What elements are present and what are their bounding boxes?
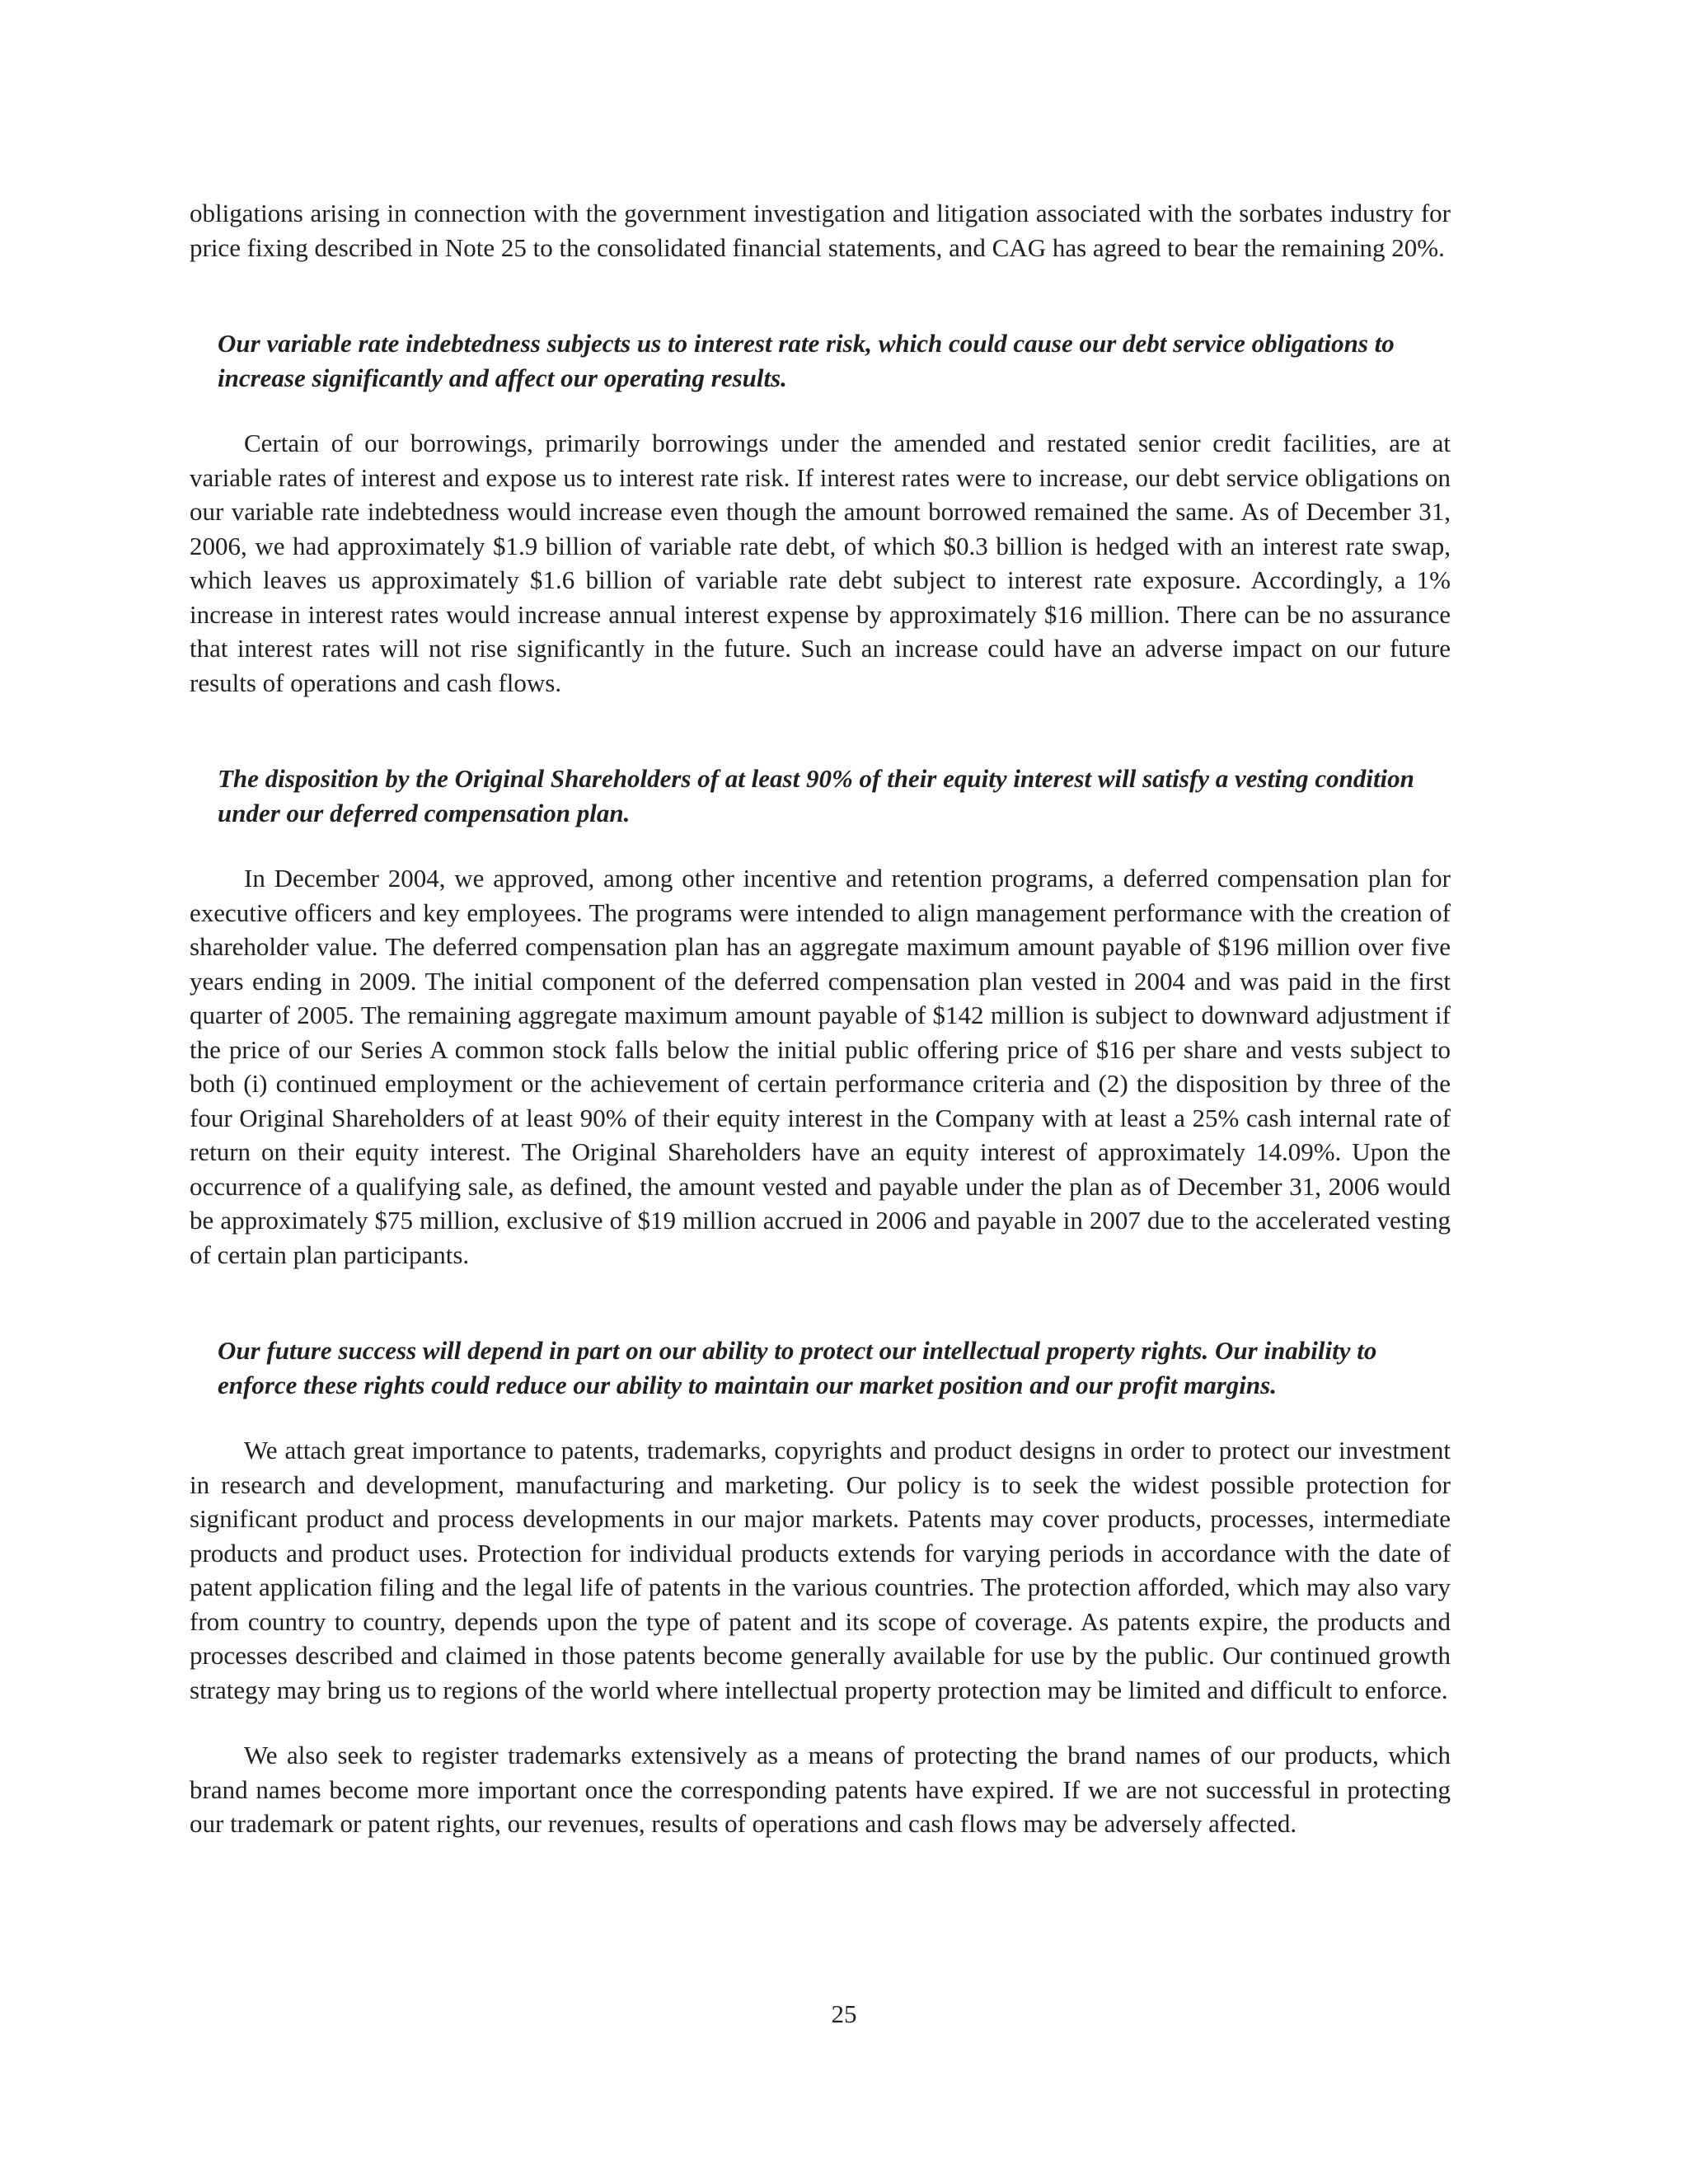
heading-intellectual-property: Our future success will depend in part on our ability to protect our intellectual property rights. Our inability to enforce these rights could reduce our ability to maintain our market position and our profit margins. xyxy=(218,1336,1377,1399)
paragraph-variable-rate-risk: Certain of our borrowings, primarily borrowings under the amended and restated senior credit facilities, are at variable rates of interest and expose us to interest rate risk. If interest rates were to increase, our debt service obligations on our variable rate indebtedness would increase even though the amount borrowed remained the same. As of December 31, 2006, we had approximately $1.9 billion of variable rate debt, of which $0.3 billion is hedged with an interest rate swap, which leaves us approximately $1.6 billion of variable rate debt subject to interest rate exposure. Accordingly, a 1% increase in interest rates would increase annual interest expense by approximately $16 million. There can be no assurance that interest rates will not rise significantly in the future. Such an increase could have an adverse impact on our future results of operations and cash flows. xyxy=(190,429,1451,697)
heading-variable-rate-risk: Our variable rate indebtedness subjects us to interest rate risk, which could cause our debt service obligations to increase significantly and affect our operating results. xyxy=(218,329,1395,392)
heading-deferred-compensation: The disposition by the Original Shareholders of at least 90% of their equity interest will satisfy a vesting condition under our deferred compensation plan. xyxy=(218,764,1414,827)
paragraph-trademark-registration: We also seek to register trademarks extensively as a means of protecting the brand names of our products, which brand names become more important once the corresponding patents have expired. If we are not successful in protecting our trademark or patent rights, our revenues, results of operations and cash flows may be adversely affected. xyxy=(190,1741,1451,1838)
paragraph-sorbates-obligations: obligations arising in connection with the government investigation and litigation associated with the sorbates industry for price fixing described in Note 25 to the consolidated financial statements, and CAG has agreed to bear the remaining 20%. xyxy=(190,199,1451,262)
paragraph-deferred-compensation: In December 2004, we approved, among other incentive and retention programs, a deferred compensation plan for executive officers and key employees. The programs were intended to align management performance with the creation of shareholder value. The deferred compensation plan has an aggregate maximum amount payable of $196 million over five years ending in 2009. The initial component of the deferred compensation plan vested in 2004 and was paid in the first quarter of 2005. The remaining aggregate maximum amount payable of $142 million is subject to downward adjustment if the price of our Series A common stock falls below the initial public offering price of $16 per share and vests subject to both (i) continued employment or the achievement of certain performance criteria and (2) the disposition by three of the four Original Shareholders of at least 90% of their equity interest in the Company with at least a 25% cash internal rate of return on their equity interest. The Original Shareholders have an equity interest of approximately 14.09%. Upon the occurrence of a qualifying sale, as defined, the amount vested and payable under the plan as of December 31, 2006 would be approximately $75 million, exclusive of $19 million accrued in 2006 and payable in 2007 due to the accelerated vesting of certain plan participants. xyxy=(190,864,1451,1269)
paragraph-patents-trademarks: We attach great importance to patents, trademarks, copyrights and product designs in order to protect our investment in research and development, manufacturing and marketing. Our policy is to seek the widest possible protection for significant product and process developments in our major markets. Patents may cover products, processes, intermediate products and product uses. Protection for individual products extends for varying periods in accordance with the date of patent application filing and the legal life of patents in the various countries. The protection afforded, which may also vary from country to country, depends upon the type of patent and its scope of coverage. As patents expire, the products and processes described and claimed in those patents become generally available for use by the public. Our continued growth strategy may bring us to regions of the world where intellectual property protection may be limited and difficult to enforce. xyxy=(190,1436,1451,1704)
document-body xyxy=(190,196,1451,1841)
page-number: 25 xyxy=(831,1999,857,2028)
